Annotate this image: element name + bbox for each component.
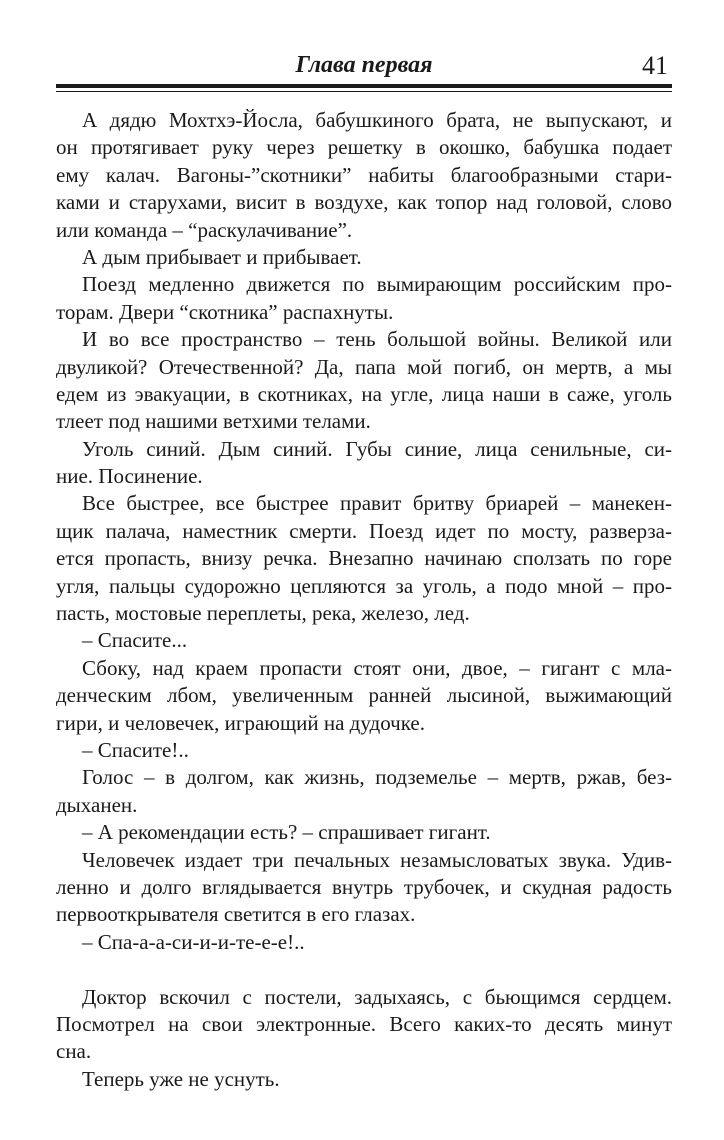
text-line: ленно и долго вглядывается внутрь трубочек, и скудная радость: [56, 874, 672, 899]
text-line: едем из эвакуации, в скотниках, на угле, лица наши в саже, уголь: [56, 381, 672, 406]
text-line: Человечек издает три печальных незамысловатых звука. Удив-: [82, 847, 672, 872]
text-line: Уголь синий. Дым синий. Губы синие, лица сенильные, си-: [82, 436, 672, 461]
text-line: дыханен.: [56, 792, 138, 817]
text-line: первооткрывателя светится в его глазах.: [56, 902, 416, 927]
text-line: Поезд медленно движется по вымирающим российским про-: [82, 272, 672, 297]
text-line: ками и старухами, висит в воздухе, как топор над головой, слово: [56, 190, 672, 215]
text-line: он протягивает руку через решетку в окошко, бабушка подает: [56, 135, 672, 160]
text-line: или команда – “раскулачивание”.: [56, 217, 353, 242]
text-line: пасть, мостовые переплеты, река, железо, лед.: [56, 601, 470, 626]
text-line: торам. Двери “скотника” распахнуты.: [56, 299, 394, 324]
body-text: [56, 107, 672, 1093]
text-line: И во все пространство – тень большой войны. Великой или: [82, 327, 672, 352]
text-line: – Спасите!..: [82, 737, 189, 762]
chapter-title: Глава первая: [295, 52, 433, 78]
text-line: ему калач. Вагоны-”скотники” набиты благообразными стари-: [56, 162, 672, 187]
page-number: 41: [642, 51, 668, 80]
section-break: [56, 956, 672, 983]
text-line: ние. Посинение.: [56, 464, 203, 489]
text-line: ется пропасть, внизу речка. Внезапно начинаю сползать по горе: [56, 546, 672, 571]
header-rule-thick: [56, 84, 672, 88]
text-line: двуликой? Отечественной? Да, папа мой погиб, он мертв, а мы: [56, 354, 672, 379]
text-line: Сбоку, над краем пропасти стоят они, двое, – гигант с мла-: [82, 655, 672, 680]
text-line: тлеет под нашими ветхими телами.: [56, 409, 371, 434]
text-line: Теперь уже не уснуть.: [82, 1066, 280, 1091]
header-rule-thin: [56, 91, 672, 92]
text-line: – Спа-а-а-си-и-и-те-е-е!..: [82, 929, 305, 954]
text-line: денческим лбом, увеличенным ранней лысиной, выжимающий: [56, 683, 672, 708]
text-line: – А рекомендации есть? – спрашивает гигант.: [82, 820, 491, 845]
running-head: [56, 50, 672, 84]
text-line: Посмотрел на свои электронные. Всего каких-то десять минут: [56, 1011, 672, 1036]
text-line: щик палача, наместник смерти. Поезд идет по мосту, разверза-: [56, 518, 672, 543]
text-line: Голос – в долгом, как жизнь, подземелье – мертв, ржав, без-: [82, 765, 672, 790]
text-line: сна.: [56, 1039, 92, 1064]
text-line: Все быстрее, все быстрее правит бритву бриарей – манекен-: [82, 491, 672, 516]
text-line: гири, и человечек, играющий на дудочке.: [56, 710, 425, 735]
text-line: угля, пальцы судорожно цепляются за уголь, а подо мной – про-: [56, 573, 672, 598]
text-line: Доктор вскочил с постели, задыхаясь, с бьющимся сердцем.: [82, 984, 672, 1009]
text-line: А дым прибывает и прибывает.: [82, 244, 362, 269]
text-line: – Спасите...: [82, 628, 188, 653]
text-line: А дядю Мохтхэ-Йосла, бабушкиного брата, не выпускают, и: [82, 108, 672, 132]
